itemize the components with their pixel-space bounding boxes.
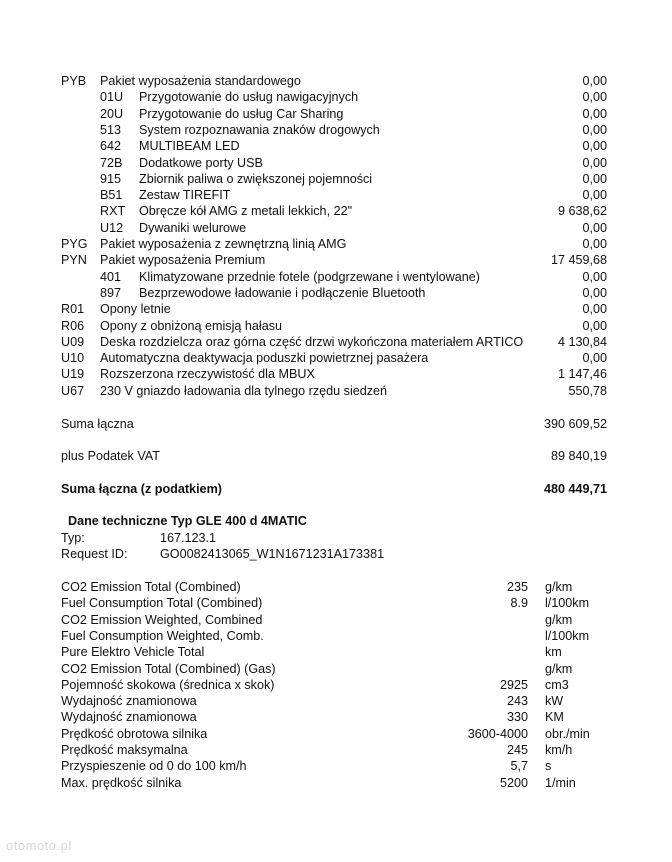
grand-total-value: 480 449,71 bbox=[543, 482, 607, 496]
spec-value: 5,7 bbox=[510, 759, 528, 774]
equipment-row bbox=[0, 269, 672, 285]
equipment-amount: 0,00 bbox=[582, 285, 607, 300]
equipment-row bbox=[0, 122, 672, 138]
spec-unit: g/km bbox=[545, 580, 573, 594]
spec-value: 243 bbox=[506, 694, 528, 709]
spec-label: Max. prędkość silnika bbox=[61, 775, 182, 790]
type-label: Typ: bbox=[61, 531, 85, 545]
equipment-row bbox=[0, 220, 672, 236]
watermark: otomoto.pl bbox=[6, 838, 72, 853]
equipment-code: PYN bbox=[61, 253, 87, 268]
equipment-amount: 0,00 bbox=[582, 74, 607, 88]
equipment-row bbox=[0, 171, 672, 187]
equipment-row bbox=[0, 318, 672, 334]
request-label: Request ID: bbox=[61, 547, 128, 561]
spec-row bbox=[0, 677, 672, 693]
equipment-row bbox=[0, 203, 672, 219]
spec-row bbox=[0, 644, 672, 660]
equipment-label: Przygotowanie do usług nawigacyjnych bbox=[139, 90, 359, 105]
equipment-code: U10 bbox=[61, 351, 85, 366]
equipment-amount: 0,00 bbox=[582, 318, 607, 333]
spec-unit: g/km bbox=[545, 612, 573, 627]
spec-value: 235 bbox=[506, 580, 528, 594]
vat-value: 89 840,19 bbox=[550, 449, 607, 463]
spec-label: CO2 Emission Total (Combined) (Gas) bbox=[61, 661, 276, 676]
equipment-amount: 0,00 bbox=[582, 188, 607, 203]
equipment-row bbox=[0, 383, 672, 399]
equipment-code: PYG bbox=[61, 237, 88, 251]
spec-label: Fuel Consumption Weighted, Comb. bbox=[61, 628, 264, 643]
equipment-code: PYB bbox=[61, 74, 87, 88]
spec-row bbox=[0, 726, 672, 742]
equipment-label: Deska rozdzielcza oraz górna część drzwi wykończona materiałem ARTICO bbox=[100, 334, 524, 349]
equipment-code: B51 bbox=[100, 188, 123, 203]
equipment-amount: 17 459,68 bbox=[550, 253, 607, 268]
equipment-amount: 0,00 bbox=[582, 351, 607, 366]
equipment-row bbox=[0, 236, 672, 252]
spec-unit: l/100km bbox=[545, 628, 590, 643]
equipment-label: Przygotowanie do usług Car Sharing bbox=[139, 106, 344, 121]
equipment-label: Obręcze kół AMG z metali lekkich, 22" bbox=[139, 204, 353, 219]
equipment-label: 230 V gniazdo ładowania dla tylnego rzędu siedzeń bbox=[100, 383, 388, 398]
equipment-code: 513 bbox=[100, 122, 122, 137]
equipment-label: Zbiornik paliwa o zwiększonej pojemności bbox=[139, 171, 373, 186]
equipment-code: 642 bbox=[100, 139, 122, 154]
equipment-label: Pakiet wyposażenia Premium bbox=[100, 253, 266, 268]
equipment-amount: 1 147,46 bbox=[557, 367, 607, 382]
equipment-code: U19 bbox=[61, 367, 85, 382]
tech-title-row bbox=[0, 513, 672, 529]
subtotal-row bbox=[0, 416, 672, 432]
equipment-label: Dodatkowe porty USB bbox=[139, 155, 263, 170]
equipment-amount: 9 638,62 bbox=[557, 204, 607, 219]
equipment-amount: 0,00 bbox=[582, 90, 607, 105]
equipment-code: RXT bbox=[100, 204, 126, 219]
spec-row bbox=[0, 579, 672, 595]
equipment-amount: 0,00 bbox=[582, 302, 607, 317]
type-row bbox=[0, 530, 672, 546]
spec-unit: l/100km bbox=[545, 596, 590, 611]
request-value: GO0082413065_W1N1671231A173381 bbox=[160, 547, 385, 561]
spec-label: Prędkość obrotowa silnika bbox=[61, 726, 208, 741]
spec-row bbox=[0, 709, 672, 725]
equipment-code: R01 bbox=[61, 302, 85, 317]
spec-label: Przyspieszenie od 0 do 100 km/h bbox=[61, 759, 247, 774]
equipment-label: Opony letnie bbox=[100, 302, 171, 317]
equipment-label: Klimatyzowane przednie fotele (podgrzewane i wentylowane) bbox=[139, 269, 480, 284]
spec-row bbox=[0, 742, 672, 758]
equipment-code: U12 bbox=[100, 220, 124, 235]
equipment-amount: 550,78 bbox=[568, 383, 607, 398]
equipment-label: MULTIBEAM LED bbox=[139, 139, 240, 154]
equipment-row bbox=[0, 252, 672, 268]
grand-total-row bbox=[0, 481, 672, 497]
equipment-amount: 0,00 bbox=[582, 155, 607, 170]
spec-unit: km/h bbox=[545, 743, 573, 757]
spec-label: Prędkość maksymalna bbox=[61, 743, 188, 757]
spec-label: CO2 Emission Total (Combined) bbox=[61, 580, 241, 594]
equipment-row bbox=[0, 334, 672, 350]
spec-value: 245 bbox=[506, 743, 528, 757]
equipment-amount: 0,00 bbox=[582, 139, 607, 154]
equipment-label: Pakiet wyposażenia standardowego bbox=[100, 74, 301, 88]
spec-row bbox=[0, 693, 672, 709]
spec-label: Pure Elektro Vehicle Total bbox=[61, 645, 205, 660]
spec-row bbox=[0, 775, 672, 791]
equipment-amount: 0,00 bbox=[582, 106, 607, 121]
spec-label: Wydajność znamionowa bbox=[61, 710, 197, 725]
equipment-code: U67 bbox=[61, 383, 85, 398]
spec-unit: 1/min bbox=[545, 775, 576, 790]
equipment-label: Zestaw TIREFIT bbox=[139, 188, 231, 203]
grand-total-label: Suma łączna (z podatkiem) bbox=[61, 482, 222, 496]
equipment-row bbox=[0, 89, 672, 105]
spec-value: 3600-4000 bbox=[467, 726, 528, 741]
equipment-label: Rozszerzona rzeczywistość dla MBUX bbox=[100, 367, 315, 382]
equipment-row bbox=[0, 187, 672, 203]
equipment-code: 915 bbox=[100, 171, 122, 186]
equipment-label: Bezprzewodowe ładowanie i podłączenie Bluetooth bbox=[139, 285, 426, 300]
spec-unit: kW bbox=[545, 694, 564, 709]
vat-label: plus Podatek VAT bbox=[61, 449, 160, 463]
equipment-code: 72B bbox=[100, 155, 123, 170]
equipment-row bbox=[0, 155, 672, 171]
equipment-row bbox=[0, 350, 672, 366]
equipment-row bbox=[0, 285, 672, 301]
spec-row bbox=[0, 595, 672, 611]
request-row bbox=[0, 546, 672, 562]
equipment-code: 897 bbox=[100, 285, 122, 300]
equipment-code: 401 bbox=[100, 269, 122, 284]
spec-row bbox=[0, 628, 672, 644]
equipment-code: R06 bbox=[61, 318, 85, 333]
equipment-code: 20U bbox=[100, 106, 124, 121]
equipment-label: System rozpoznawania znaków drogowych bbox=[139, 122, 380, 137]
subtotal-label: Suma łączna bbox=[61, 417, 134, 431]
spec-row bbox=[0, 661, 672, 677]
equipment-amount: 0,00 bbox=[582, 122, 607, 137]
equipment-amount: 0,00 bbox=[582, 269, 607, 284]
equipment-label: Dywaniki welurowe bbox=[139, 220, 247, 235]
type-value: 167.123.1 bbox=[160, 531, 217, 545]
spec-unit: g/km bbox=[545, 661, 573, 676]
subtotal-value: 390 609,52 bbox=[543, 417, 607, 431]
vat-row bbox=[0, 448, 672, 464]
spec-label: Fuel Consumption Total (Combined) bbox=[61, 596, 263, 611]
spec-unit: km bbox=[545, 645, 562, 660]
equipment-row bbox=[0, 73, 672, 89]
equipment-label: Opony z obniżoną emisją hałasu bbox=[100, 318, 283, 333]
spec-value: 330 bbox=[506, 710, 528, 725]
spec-value: 8.9 bbox=[510, 596, 528, 611]
tech-title: Dane techniczne Typ GLE 400 d 4MATIC bbox=[68, 514, 307, 528]
equipment-row bbox=[0, 366, 672, 382]
spec-unit: cm3 bbox=[545, 677, 569, 692]
equipment-amount: 0,00 bbox=[582, 171, 607, 186]
equipment-amount: 4 130,84 bbox=[557, 334, 607, 349]
spec-row bbox=[0, 758, 672, 774]
equipment-amount: 0,00 bbox=[582, 237, 607, 251]
spec-unit: s bbox=[545, 759, 552, 774]
equipment-code: 01U bbox=[100, 90, 124, 105]
equipment-row bbox=[0, 106, 672, 122]
spec-value: 5200 bbox=[499, 775, 528, 790]
spec-unit: obr./min bbox=[545, 726, 590, 741]
spec-row bbox=[0, 612, 672, 628]
spec-label: Pojemność skokowa (średnica x skok) bbox=[61, 677, 275, 692]
equipment-label: Automatyczna deaktywacja poduszki powietrznej pasażera bbox=[100, 351, 429, 366]
spec-label: Wydajność znamionowa bbox=[61, 694, 197, 709]
equipment-row bbox=[0, 301, 672, 317]
spec-value: 2925 bbox=[499, 677, 528, 692]
equipment-row bbox=[0, 138, 672, 154]
equipment-label: Pakiet wyposażenia z zewnętrzną linią AMG bbox=[100, 237, 347, 251]
equipment-amount: 0,00 bbox=[582, 220, 607, 235]
spec-unit: KM bbox=[545, 710, 564, 725]
equipment-code: U09 bbox=[61, 334, 85, 349]
spec-label: CO2 Emission Weighted, Combined bbox=[61, 612, 263, 627]
